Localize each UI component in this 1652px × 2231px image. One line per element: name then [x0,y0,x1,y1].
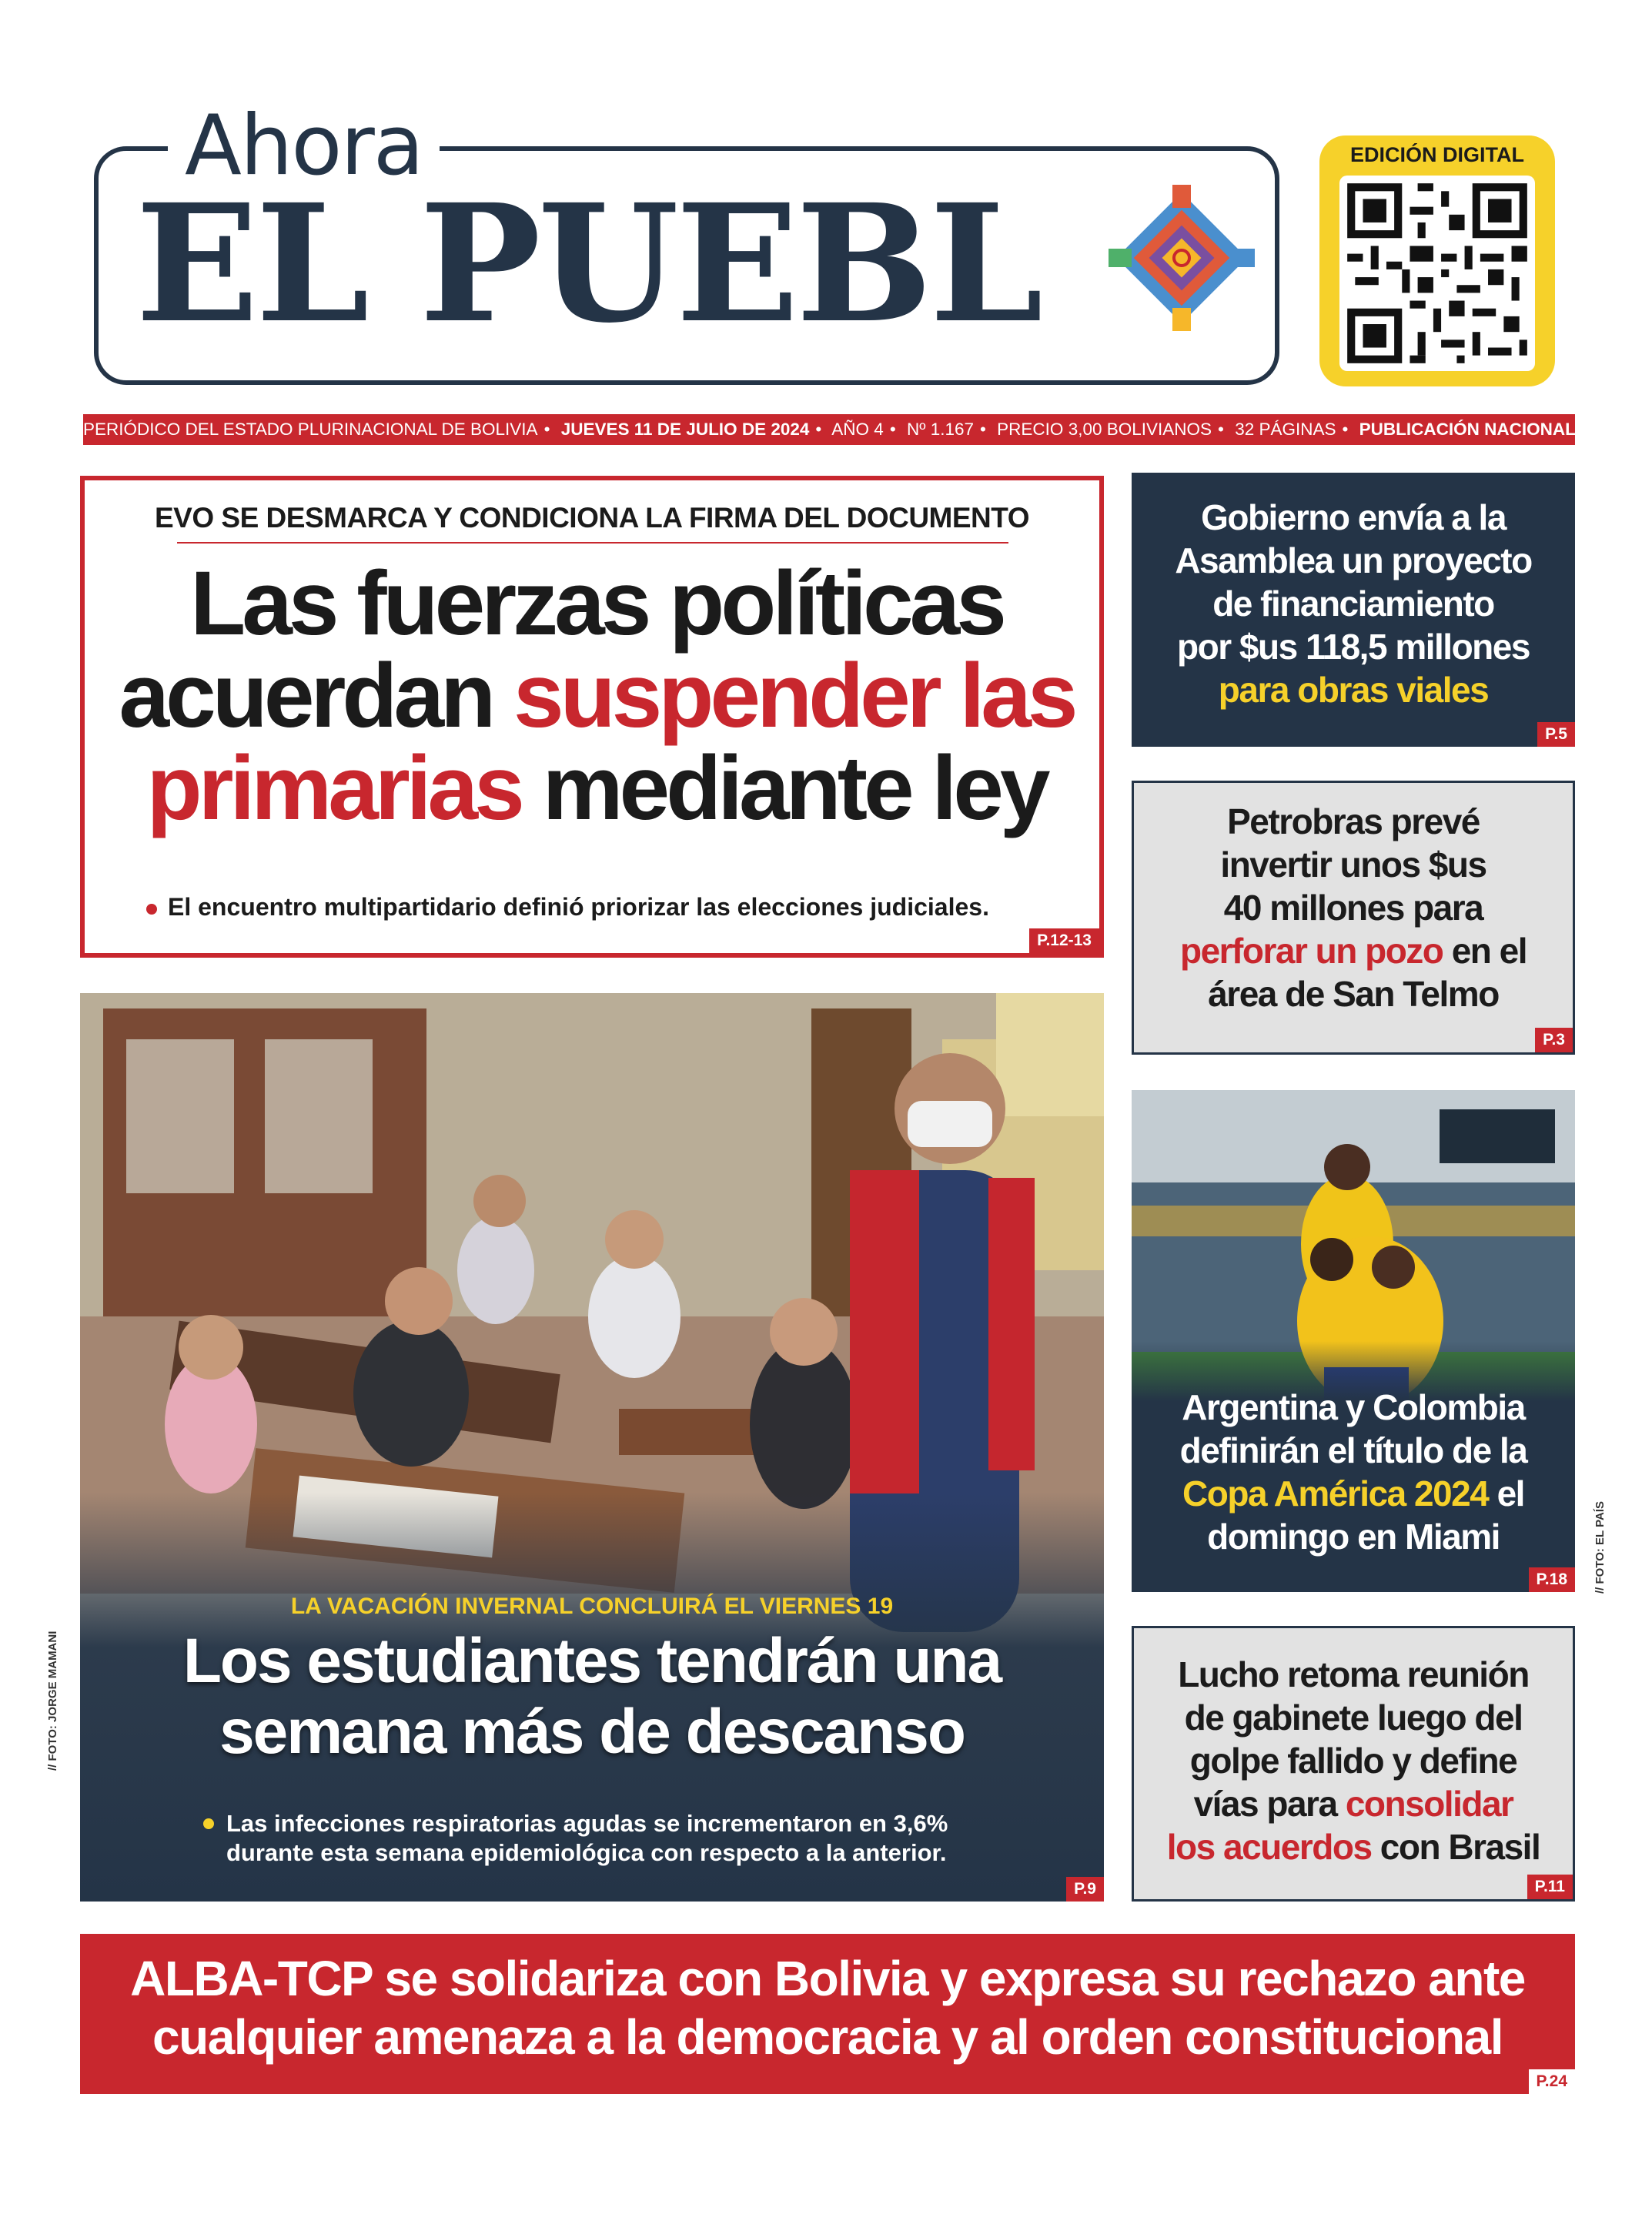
issue-year: AÑO 4 [831,420,884,439]
side-headline-line: Argentina y Colombia [1182,1387,1525,1427]
lead-summary [146,893,1055,922]
lead-summary-text: El encuentro multipartidario definió priorizar las elecciones judiciales. [168,893,989,921]
side-headline-part: vías para [1193,1784,1346,1824]
andean-cross-logo-icon [1109,185,1255,331]
issue-date: JUEVES 11 DE JULIO DE 2024 [560,420,810,439]
side-headline-line: definirán el título de la [1179,1430,1527,1470]
photo-headline-line: semana más de descanso [219,1697,965,1767]
side-story-copa-america[interactable] [1132,1090,1575,1592]
side-headline-line: 40 millones para [1223,888,1483,928]
photo-story[interactable] [80,993,1104,1902]
publication-scope: PUBLICACIÓN NACIONAL [1359,420,1576,439]
masthead-ahora: Ahora [168,100,440,192]
side-headline-part: con Brasil [1371,1827,1540,1867]
side-headline-highlight: para obras viales [1218,670,1489,710]
bottom-headline-line: cualquier amenaza a la democracia y al orden constitucional [152,2009,1503,2065]
issue-number: Nº 1.167 [906,420,975,439]
bullet-icon [203,1818,214,1829]
side-headline-highlight: los acuerdos [1166,1827,1372,1867]
masthead-title: EL PUEBL [135,169,1041,359]
side-headline-line: por $us 118,5 millones [1177,627,1530,667]
side-headline [1132,1386,1575,1558]
lead-headline-part: acuerdan [119,645,493,747]
lead-headline-line: Las fuerzas políticas [190,553,1003,654]
paper-name: PERIÓDICO DEL ESTADO PLURINACIONAL DE BOLIVIA [83,420,538,439]
lead-headline-part: mediante ley [542,738,1047,839]
side-headline-line: área de San Telmo [1208,974,1499,1014]
side-headline-part: en el [1443,931,1527,971]
side-headline [1132,496,1575,711]
photo-summary-line: durante esta semana epidemiológica con respecto a la anterior. [226,1839,947,1866]
side-headline-highlight: perforar un pozo [1179,931,1443,971]
side-headline-line: domingo en Miami [1207,1517,1500,1557]
bottom-headline [80,1949,1575,2066]
side-headline-line: Lucho retoma reunión [1178,1654,1529,1694]
qr-code-icon [1339,176,1535,371]
lead-kicker: EVO SE DESMARCA Y CONDICIONA LA FIRMA DEL DOCUMENTO [155,502,1029,534]
lead-headline-highlight: primarias [146,738,521,839]
photo-summary-line: Las infecciones respiratorias agudas se incrementaron en 3,6% [226,1810,948,1837]
page-reference[interactable]: P.12-13 [1029,928,1099,953]
side-story-financing[interactable] [1132,473,1575,747]
side-story-petrobras[interactable] [1132,781,1575,1055]
side-headline [1134,800,1573,1015]
info-bar: PERIÓDICO DEL ESTADO PLURINACIONAL DE BOLIVIA • JUEVES 11 DE JULIO DE 2024 • AÑO 4 • Nº 1.167 • PRECIO 3,00 BOLIVIANOS • 32 PÁGINAS • PUBLICACIÓN NACIONAL [83,414,1575,445]
side-story-gabinete[interactable] [1132,1626,1575,1902]
photo-headline-line: Los estudiantes tendrán una [182,1626,1002,1696]
side-headline-highlight: Copa América 2024 [1182,1473,1489,1514]
bullet-icon [146,904,157,915]
photo-credit: // FOTO: EL PAÍS [1593,1500,1607,1594]
bottom-banner-story[interactable] [80,1934,1575,2094]
lead-story[interactable] [80,476,1104,958]
qr-code-box[interactable] [1319,135,1555,386]
lead-headline-highlight: suspender las [513,645,1075,747]
page-reference[interactable]: P.11 [1527,1875,1573,1899]
side-headline-line: Petrobras prevé [1227,801,1480,841]
side-headline-line: Asamblea un proyecto [1175,540,1532,580]
photo-summary [203,1809,1019,1868]
page-reference[interactable]: P.9 [1066,1877,1104,1902]
qr-label: EDICIÓN DIGITAL [1350,143,1524,166]
lead-divider [177,542,1008,544]
side-headline-line: invertir unos $us [1220,845,1486,885]
lead-headline[interactable] [108,553,1085,839]
bottom-headline-line: ALBA-TCP se solidariza con Bolivia y expresa su rechazo ante [130,1951,1525,2006]
side-headline-line: de gabinete luego del [1184,1698,1523,1738]
issue-price: PRECIO 3,00 BOLIVIANOS [997,420,1212,439]
side-headline-line: de financiamiento [1212,584,1494,624]
page-reference[interactable]: P.18 [1529,1567,1576,1592]
photo-credit: // FOTO: JORGE MAMANI [46,1631,59,1771]
photo-kicker: LA VACACIÓN INVERNAL CONCLUIRÁ EL VIERNES 19 [290,1594,894,1619]
page-reference[interactable]: P.5 [1537,722,1575,747]
side-headline-highlight: consolidar [1345,1784,1513,1824]
side-headline [1134,1653,1573,1868]
photo-headline[interactable] [80,1626,1104,1768]
page-count: 32 PÁGINAS [1235,420,1336,439]
page-reference[interactable]: P.3 [1535,1028,1573,1052]
side-headline-line: golpe fallido y define [1189,1741,1517,1781]
side-headline-line: Gobierno envía a la [1201,497,1506,537]
page-reference[interactable]: P.24 [1529,2069,1576,2094]
side-headline-part: el [1488,1473,1524,1514]
